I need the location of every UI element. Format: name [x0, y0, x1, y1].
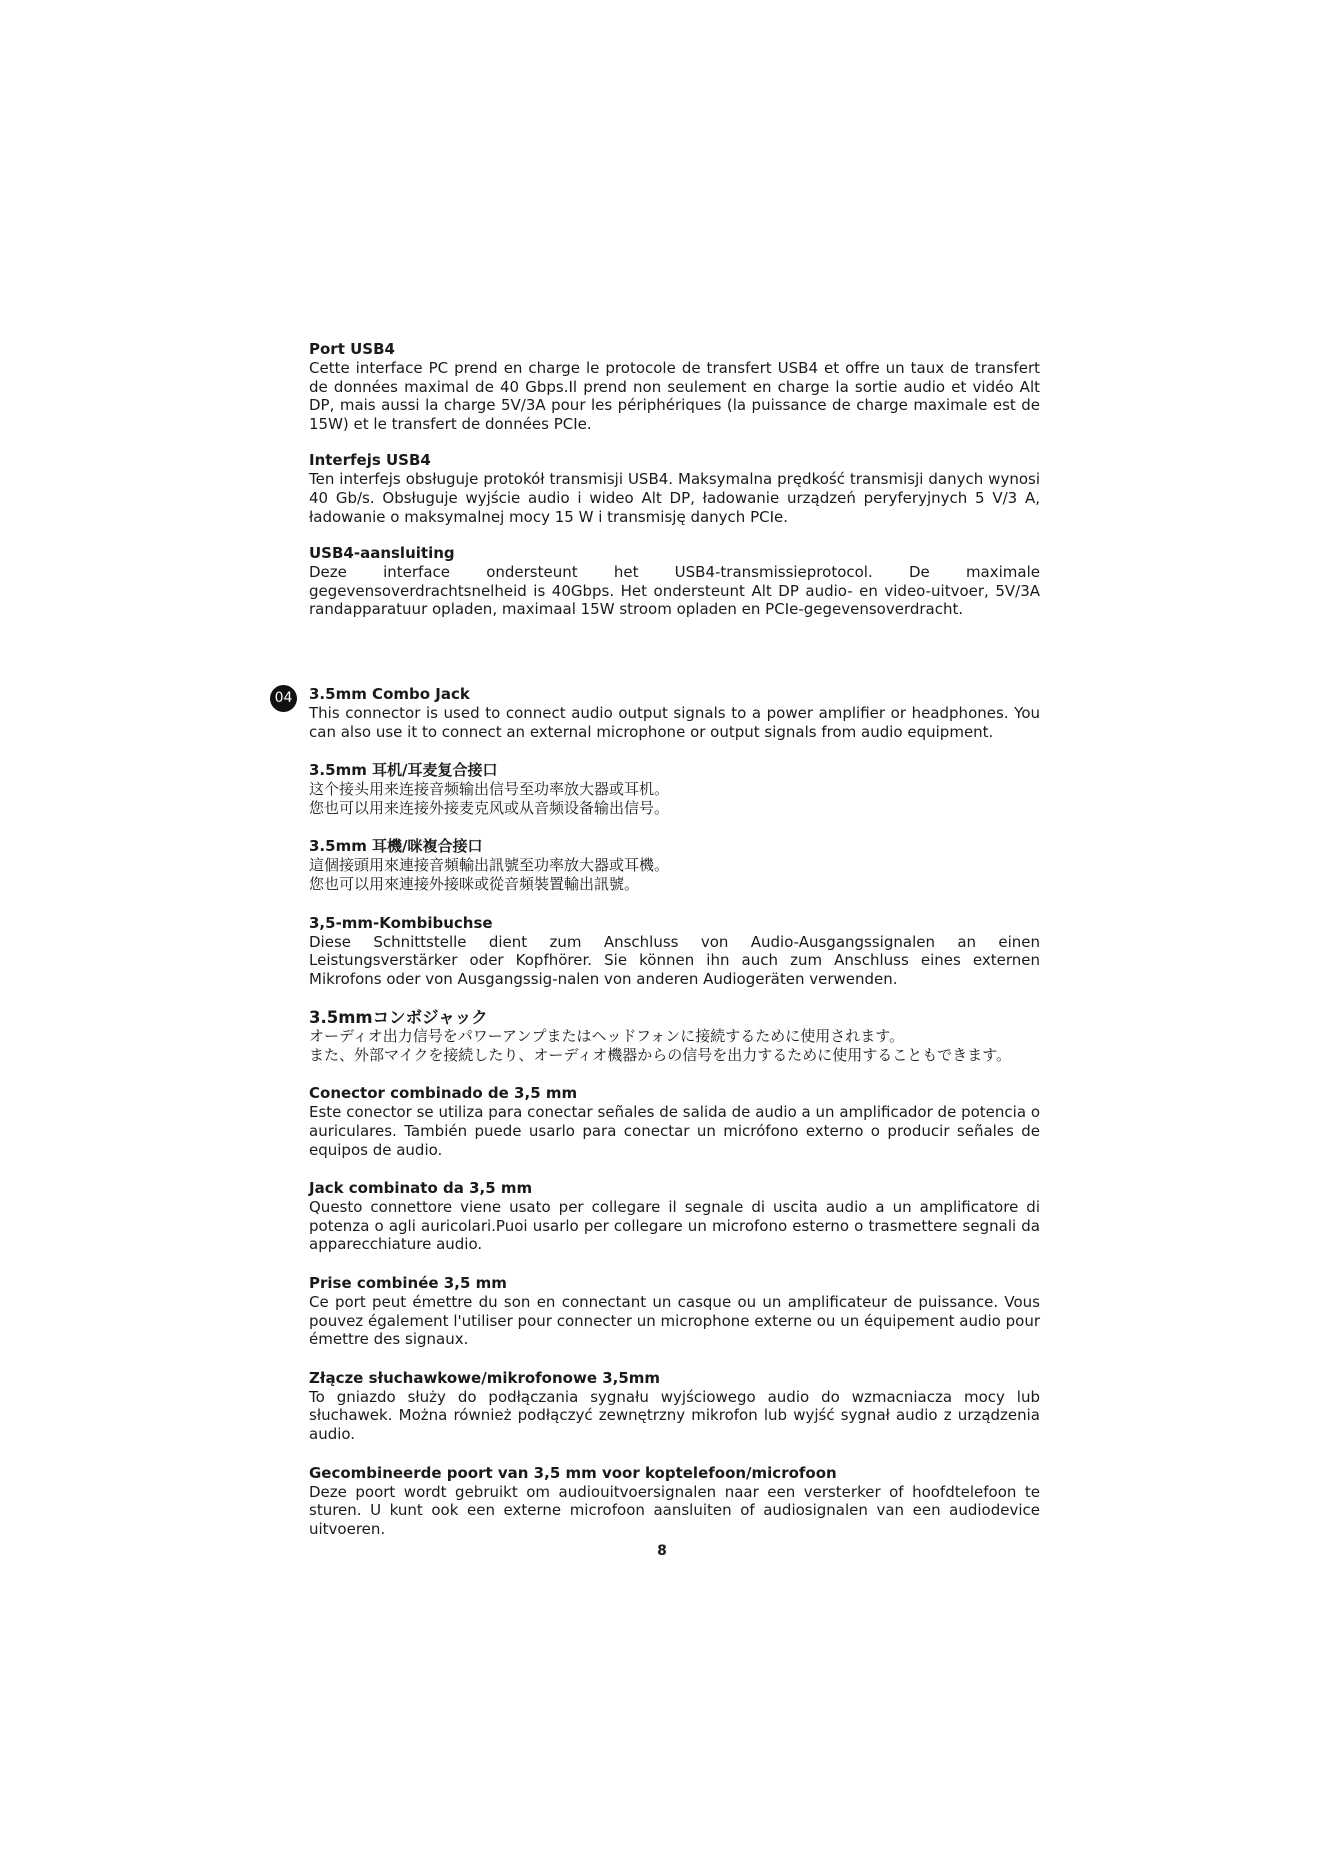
section-title: 3.5mm Combo Jack — [309, 684, 470, 703]
combo-jack-es — [309, 1084, 1040, 1159]
combo-jack-de — [309, 914, 1040, 989]
section-body: Deze interface ondersteunt het USB4-transmissieprotocol. De maximale gegevensoverdrachtsnelheid is 40Gbps. Het ondersteunt Alt DP audio- en video-uitvoer, 5V/3A randapparatuur opladen, maximaal 15W stroom opladen en PCIe-gegevensoverdracht. — [309, 563, 1040, 619]
section-usb4-fr — [309, 340, 1040, 433]
combo-jack-ja — [309, 1008, 1040, 1064]
section-body: Ce port peut émettre du son en connectant un casque ou un amplificateur de puissance. Vous pouvez également l'utiliser pour connecter un microphone externe ou un équipement audio pour émettre des signaux. — [309, 1293, 1040, 1349]
section-body: オーディオ出力信号をパワーアンプまたはヘッドフォンに接続するために使用されます。 また、外部マイクを接続したり、オーディオ機器からの信号を出力するために使用することもできます。 — [309, 1027, 1012, 1064]
page-content — [274, 340, 1040, 1538]
section-number-badge: 04 — [270, 685, 297, 712]
section-title: Interfejs USB4 — [309, 451, 431, 470]
section-title: 3.5mm 耳机/耳麦复合接口 — [309, 761, 498, 780]
section-body: 这个接头用来连接音频输出信号至功率放大器或耳机。 您也可以用来连接外接麦克风或从音频设备输出信号。 — [309, 780, 670, 817]
page-number: 8 — [657, 1543, 667, 1559]
combo-jack-zh-hk — [309, 837, 1040, 893]
section-title: Jack combinato da 3,5 mm — [309, 1179, 533, 1198]
combo-jack-zh-cn — [309, 761, 1040, 817]
section-usb4-nl — [309, 544, 1040, 619]
combo-jack-it — [309, 1179, 1040, 1254]
section-title: USB4-aansluiting — [309, 544, 455, 563]
section-title: Prise combinée 3,5 mm — [309, 1274, 507, 1293]
section-body: To gniazdo służy do podłączania sygnału wyjściowego audio do wzmacniacza mocy lub słuchawek. Można również podłączyć zewnętrzny mikrofon lub wyjść sygnał audio z urządzenia audio. — [309, 1387, 1040, 1443]
section-title: Gecombineerde poort van 3,5 mm voor koptelefoon/microfoon — [309, 1463, 837, 1482]
combo-jack-pl — [309, 1369, 1040, 1444]
section-title: Port USB4 — [309, 340, 395, 358]
section-usb4-pl — [309, 451, 1040, 526]
section-title: Złącze słuchawkowe/mikrofonowe 3,5mm — [309, 1368, 661, 1387]
section-body: Ten interfejs obsługuje protokół transmisji USB4. Maksymalna prędkość transmisji danych wynosi 40 Gb/s. Obsługuje wyjście audio i wideo Alt DP, ładowanie urządzeń peryferyjnych 5 V/3 A, ładowanie o maksymalnej mocy 15 W i transmisję danych PCIe. — [309, 470, 1040, 526]
section-title: 3.5mmコンボジャック — [309, 1008, 488, 1028]
section-body: Este conector se utiliza para conectar señales de salida de audio a un amplificador de potencia o auriculares. También puede usarlo para conectar un micrófono externo o producir señales de equipos de audio. — [309, 1103, 1040, 1159]
combo-jack-en — [274, 684, 1040, 741]
section-title: Conector combinado de 3,5 mm — [309, 1084, 578, 1103]
section-body: This connector is used to connect audio output signals to a power amplifier or headphones. You can also use it to connect an external microphone or output signals from audio equipment. — [309, 703, 1040, 741]
combo-jack-fr — [309, 1274, 1040, 1349]
section-body: 這個接頭用來連接音頻輸出訊號至功率放大器或耳機。 您也可以用來連接外接咪或從音頻裝置輸出訊號。 — [309, 856, 670, 893]
section-body: Cette interface PC prend en charge le protocole de transfert USB4 et offre un taux de transfert de données maximal de 40 Gbps.Il prend non seulement en charge la sortie audio et vidéo Alt DP, mais aussi la charge 5V/3A pour les périphériques (la puissance de charge maximale est de 15W) et le transfert de données PCIe. — [309, 359, 1040, 433]
section-body: Deze poort wordt gebruikt om audiouitvoersignalen naar een versterker of hoofdtelefoon te sturen. U kunt ook een externe microfoon aansluiten of audiosignalen van een audiodevice uitvoeren. — [309, 1482, 1040, 1538]
combo-jack-nl — [309, 1464, 1040, 1539]
section-title: 3,5-mm-Kombibuchse — [309, 913, 493, 932]
section-body: Diese Schnittstelle dient zum Anschluss von Audio-Ausgangssignalen an einen Leistungsverstärker oder Kopfhörer. Sie können ihn auch zum Anschluss eines externen Mikrofons oder von Ausgangssig-nalen von anderen Audiogeräten verwenden. — [309, 932, 1040, 988]
section-title: 3.5mm 耳機/咪複合接口 — [309, 837, 483, 856]
section-body: Questo connettore viene usato per collegare il segnale di uscita audio a un amplificatore di potenza o agli auricolari.Puoi usarlo per collegare un microfono esterno o trasmettere segnali da apparecchiature audio. — [309, 1198, 1040, 1254]
